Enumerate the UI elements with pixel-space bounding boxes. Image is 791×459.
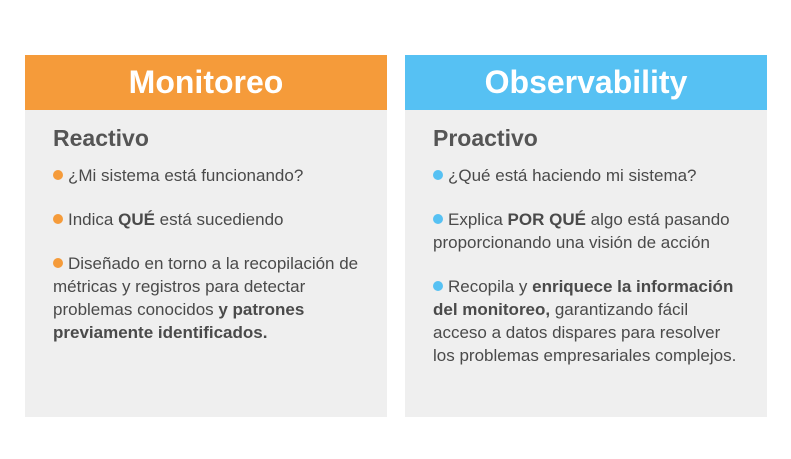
bullet-icon <box>433 170 443 180</box>
list-item <box>53 252 365 344</box>
list-item <box>53 164 365 187</box>
monitoreo-header: Monitoreo <box>25 55 387 110</box>
item-emphasis: y patrones previamente identificados. <box>53 300 305 342</box>
item-text: Explica <box>448 210 508 229</box>
bullet-icon <box>433 214 443 224</box>
list-item <box>433 164 745 187</box>
observability-header: Observability <box>405 55 767 110</box>
item-text: Diseñado en torno a la recopilación de métricas y registros para detectar problemas conocidos <box>53 254 359 319</box>
observability-card <box>405 55 767 417</box>
bullet-icon <box>433 281 443 291</box>
observability-body <box>405 110 767 367</box>
list-item <box>433 208 745 254</box>
monitoreo-body <box>25 110 387 344</box>
item-text: Recopila y <box>448 277 533 296</box>
list-item <box>53 208 365 231</box>
item-text: está sucediendo <box>154 210 284 229</box>
item-text: ¿Qué está haciendo mi sistema? <box>448 166 697 185</box>
item-text: garantizando fácil acceso a datos dispares para resolver los problemas empresariales complejos. <box>433 300 737 365</box>
bullet-icon <box>53 170 63 180</box>
observability-subtitle: Proactivo <box>433 125 538 151</box>
item-text: Indica <box>68 210 119 229</box>
item-text: ¿Mi sistema está funcionando? <box>68 166 304 185</box>
item-emphasis: QUÉ <box>118 210 155 229</box>
monitoreo-card <box>25 55 387 417</box>
list-item <box>433 275 745 367</box>
item-emphasis: enriquece la información del monitoreo, <box>433 277 734 319</box>
bullet-icon <box>53 214 63 224</box>
bullet-icon <box>53 258 63 268</box>
item-emphasis: POR QUÉ <box>507 210 586 229</box>
monitoreo-subtitle: Reactivo <box>53 125 149 151</box>
item-text: algo está pasando proporcionando una visión de acción <box>433 210 730 252</box>
